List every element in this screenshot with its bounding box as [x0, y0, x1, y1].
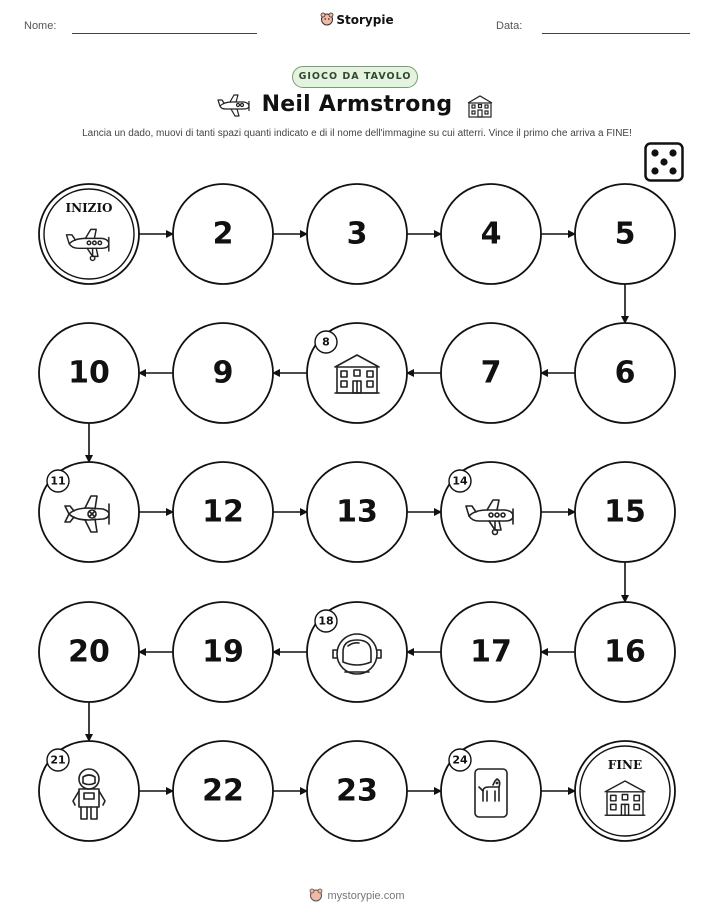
board-space-13[interactable]: [307, 462, 407, 562]
start-label: INIZIO: [65, 201, 113, 215]
instructions: Lancia un dado, muovi di tanti spazi quanti indicato e di il nome dell'immagine su cui atterri. Vince il primo che arriva a FINE!: [82, 128, 632, 139]
board-space-9[interactable]: [173, 323, 273, 423]
space-number: 18: [318, 614, 334, 628]
board-space-7[interactable]: [441, 323, 541, 423]
footer: [0, 888, 714, 902]
space-number: 2: [212, 216, 234, 252]
board-space-24[interactable]: [441, 741, 541, 841]
space-number: 19: [202, 634, 244, 670]
space-number: 9: [212, 355, 234, 391]
space-number: 11: [50, 474, 66, 488]
space-number: 13: [336, 494, 378, 530]
name-label: Nome:: [24, 20, 57, 32]
space-number: 5: [614, 216, 636, 252]
space-number: 21: [50, 753, 66, 767]
page-title: Neil Armstrong: [261, 92, 453, 117]
brand-name: Storypie: [336, 13, 394, 27]
board-space-15[interactable]: [575, 462, 675, 562]
board-space-25[interactable]: [575, 741, 675, 841]
space-number: 4: [480, 216, 502, 252]
board-space-23[interactable]: [307, 741, 407, 841]
space-number: 22: [202, 773, 244, 809]
board-space-3[interactable]: [307, 184, 407, 284]
space-circle: [575, 741, 675, 841]
board-space-16[interactable]: [575, 602, 675, 702]
board-space-1[interactable]: [39, 184, 139, 284]
board-space-10[interactable]: [39, 323, 139, 423]
space-number: 3: [346, 216, 368, 252]
footer-url[interactable]: mystorypie.com: [327, 890, 405, 902]
space-number: 24: [452, 753, 468, 767]
board-space-2[interactable]: [173, 184, 273, 284]
space-number: 15: [604, 494, 646, 530]
space-number: 10: [68, 355, 110, 391]
board-space-17[interactable]: [441, 602, 541, 702]
space-number: 12: [202, 494, 244, 530]
storypie-logo-icon: [309, 888, 323, 902]
space-number: 16: [604, 634, 646, 670]
board-space-4[interactable]: [441, 184, 541, 284]
space-number: 8: [322, 335, 330, 349]
board-space-19[interactable]: [173, 602, 273, 702]
board-space-5[interactable]: [575, 184, 675, 284]
space-number: 7: [480, 355, 502, 391]
board-space-22[interactable]: [173, 741, 273, 841]
board-space-14[interactable]: [441, 462, 541, 562]
space-number: 20: [68, 634, 110, 670]
board-space-20[interactable]: [39, 602, 139, 702]
board-space-8[interactable]: [307, 323, 407, 423]
space-number: 6: [614, 355, 636, 391]
finish-label: FINE: [607, 758, 643, 772]
date-label: Data:: [496, 20, 523, 32]
space-circle: [39, 184, 139, 284]
space-number: 23: [336, 773, 378, 809]
board-space-11[interactable]: [39, 462, 139, 562]
game-type-tag: GIOCO DA TAVOLO: [292, 66, 418, 88]
board-space-6[interactable]: [575, 323, 675, 423]
space-number: 17: [470, 634, 512, 670]
space-number: 14: [452, 474, 468, 488]
board-space-21[interactable]: [39, 741, 139, 841]
board-space-18[interactable]: [307, 602, 407, 702]
board-space-12[interactable]: [173, 462, 273, 562]
